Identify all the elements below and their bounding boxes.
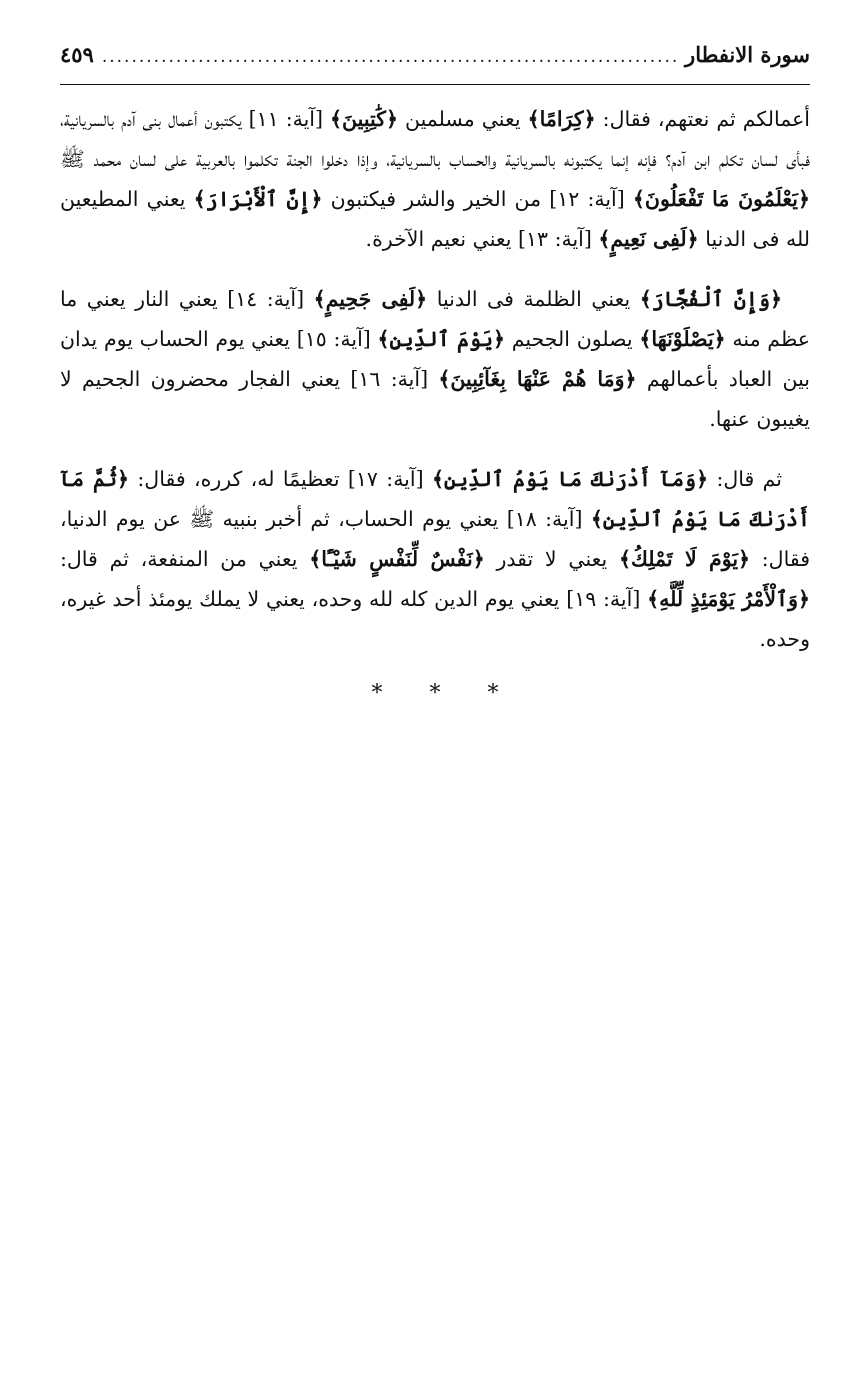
leader-dots (102, 47, 677, 67)
commentary-text: [آية: ١٣] يعني نعيم الآخرة. (365, 227, 599, 251)
quran-verse-quote: ﴿لَفِى نَعِيمٍ﴾ (598, 227, 699, 251)
commentary-text: أعمالكم ثم نعتهم، فقال: (595, 107, 810, 131)
page-header (60, 42, 810, 85)
commentary-text: يعني الظلمة فى الدنيا (427, 287, 640, 311)
book-page (60, 42, 810, 706)
commentary-text: [آية: ١٢] من الخير والشر فيكتبون (322, 187, 633, 211)
quran-verse-quote: ﴿كَٰتِبِينَ﴾ (330, 107, 398, 131)
quran-verse-quote: ﴿لَفِى جَحِيمٍ﴾ (313, 287, 428, 311)
commentary-text: يصلون الجحيم (505, 327, 640, 351)
surah-title: سورة الانفطار (685, 42, 810, 67)
commentary-text: ثم قال: (708, 467, 782, 491)
quran-verse-quote: ﴿يَصْلَوْنَهَا﴾ (639, 327, 726, 351)
commentary-text: [آية: ١٧] تعظيمًا له، كرره، فقال: (129, 467, 432, 491)
paragraph-2 (60, 279, 810, 439)
quran-verse-quote: ﴿كِرَامًا﴾ (527, 107, 596, 131)
section-separator: * * * (371, 681, 519, 706)
quran-verse-quote: ﴿وَإِنَّ ٱلْفُجَّارَ﴾ (639, 287, 782, 311)
paragraph-3 (60, 459, 810, 659)
commentary-text: يعني من المنفعة، ثم قال: (60, 547, 310, 571)
quran-verse-quote: ﴿يَوْمَ لَا تَمْلِكُ﴾ (618, 547, 751, 571)
quran-verse-quote: ﴿إِنَّ ٱلْأَبْرَارَ﴾ (193, 187, 323, 211)
paragraph-1 (60, 99, 810, 259)
commentary-text: [آية: ١٤] يعني النار يعني ما عظم منه (60, 287, 810, 351)
quran-verse-quote: ﴿ثُمَّ مَآ أَدْرَىٰكَ مَا يَوْمُ ٱلدِّينِ﴾ (60, 467, 810, 531)
quran-verse-quote: ﴿يَعْلَمُونَ مَا تَفْعَلُونَ﴾ (632, 187, 810, 211)
quran-verse-quote: ﴿وَٱلْأَمْرُ يَوْمَئِذٍ لِّلَّهِ﴾ (647, 587, 810, 611)
commentary-text: [آية: ١٥] يعني يوم الحساب يوم يدان بين العباد بأعمالهم (60, 327, 810, 391)
commentary-text: [آية: ١٩] يعني يوم الدين كله لله وحده، يعني لا يملك يومئذ أحد غيره، وحده. (60, 587, 810, 651)
commentary-text: [آية: ١١] يكتبون أعمال بنى آدم بالسريانية، فبأى لسان تكلم ابن آدم؟ فإنه إنما يكتبونه بالسريانية والحساب بالسريانية، وإذا دخلوا الجنة تكلموا بالعربية على لسان محمد ﷺ (60, 107, 810, 171)
quran-verse-quote: ﴿وَمَآ أَدْرَىٰكَ مَا يَوْمُ ٱلدِّينِ﴾ (431, 467, 709, 491)
commentary-text: يعني المطيعين لله فى الدنيا (60, 187, 810, 251)
commentary-text: يعني مسلمين (397, 107, 528, 131)
commentary-text: [آية: ١٨] يعني يوم الحساب، ثم أخبر بنبيه ﷺ عن يوم الدنيا، فقال: (60, 507, 810, 571)
commentary-text: يعني لا تقدر (484, 547, 619, 571)
commentary-text: [آية: ١٦] يعني الفجار محضرون الجحيم لا يغيبون عنها. (60, 367, 810, 431)
quran-verse-quote: ﴿نَفْسٌ لِّنَفْسٍ شَيْـًٔا﴾ (309, 547, 485, 571)
page-number: ٤٥٩ (60, 42, 94, 67)
quran-verse-quote: ﴿وَمَا هُمْ عَنْهَا بِغَآئِبِينَ﴾ (438, 367, 637, 391)
quran-verse-quote: ﴿يَوْمَ ٱلدِّينِ﴾ (377, 327, 506, 351)
